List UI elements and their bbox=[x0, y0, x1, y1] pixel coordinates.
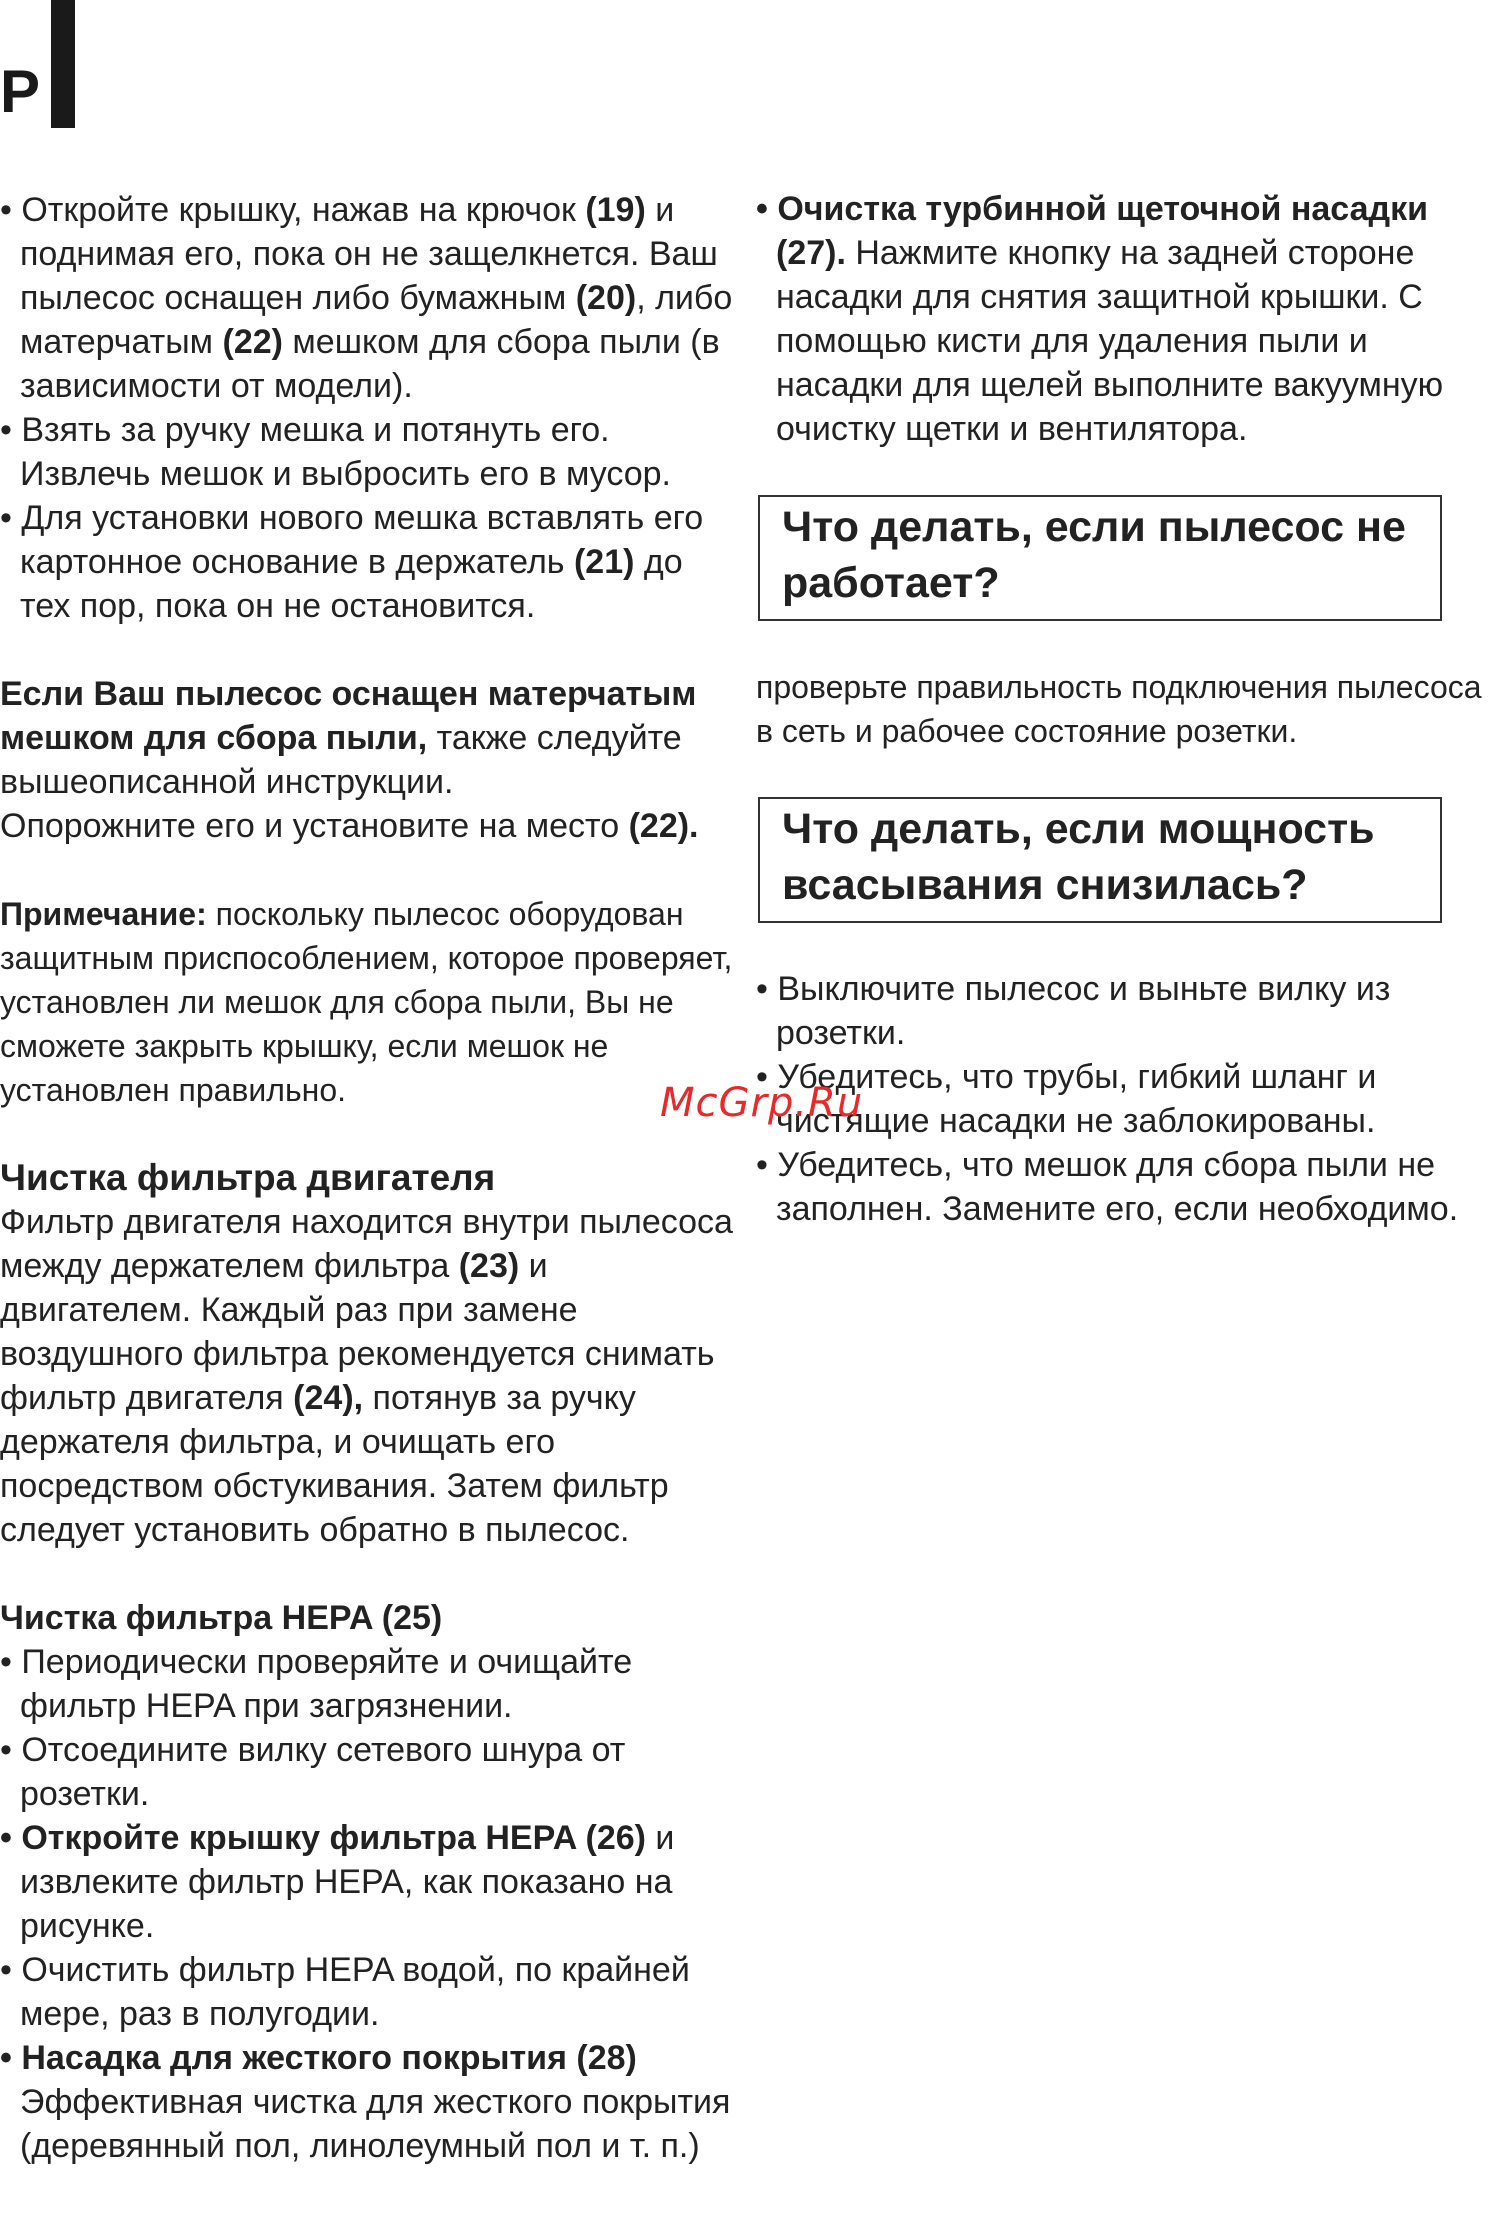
text: , либо матерчатым bbox=[20, 279, 733, 361]
bold-text: Если Ваш пылесос оснащен матерчатым мешком для сбора пыли, bbox=[0, 675, 697, 757]
text: до тех пор, пока он не остановится. bbox=[20, 543, 683, 625]
text: Фильтр двигателя находится внутри пылесоса между держателем фильтра bbox=[0, 1203, 733, 1285]
ref-number: (19) bbox=[585, 191, 646, 229]
text: и двигателем. Каждый раз при замене воздушного фильтра рекомендуется снимать фильтр двигателя bbox=[0, 1247, 715, 1417]
text: • Откройте крышку, нажав на крючок bbox=[0, 191, 586, 229]
instruction-install-bag bbox=[0, 496, 735, 628]
hepa-wash: • Очистить фильтр HEPA водой, по крайней мере, раз в полугодии. bbox=[0, 1951, 690, 2033]
text: Эффективная чистка для жесткого покрытия (деревянный пол, линолеумный пол и т. п.) bbox=[20, 2083, 731, 2165]
ref-number: (23) bbox=[458, 1247, 520, 1285]
page-marker-bar bbox=[51, 0, 75, 128]
hard-floor-nozzle bbox=[0, 2036, 735, 2168]
watermark: McGrp.Ru bbox=[660, 1080, 864, 1126]
ref-number: (22) bbox=[222, 323, 283, 361]
safety-note bbox=[0, 892, 735, 1112]
hepa-open-cover bbox=[0, 1816, 735, 1948]
bold-text: • Откройте крышку фильтра HEPA (26) bbox=[0, 1819, 646, 1857]
ref-number: (22). bbox=[628, 807, 699, 845]
note-label: Примечание: bbox=[0, 896, 207, 932]
text: • Для установки нового мешка вставлять его картонное основание в держатель bbox=[0, 499, 704, 581]
text: Нажмите кнопку на задней стороне насадки для снятия защитной крышки. С помощью кисти для удаления пыли и насадки для щелей выполните вакуумную очистку щетки и вентилятора. bbox=[776, 234, 1444, 448]
text: Опорожните его и установите на место bbox=[0, 807, 629, 845]
ref-number: (20) bbox=[575, 279, 637, 317]
text: и извлеките фильтр HEPA, как показано на рисунке. bbox=[20, 1819, 675, 1945]
section-heading-motor-filter: Чистка фильтра двигателя bbox=[0, 1157, 496, 1198]
ref-number: (21) bbox=[573, 543, 635, 581]
suction-step-unplug: • Выключите пылесос и выньте вилку из розетки. bbox=[756, 970, 1391, 1052]
ref-number: (24), bbox=[293, 1379, 364, 1417]
text: потянув за ручку держателя фильтра, и очищать его посредством обстукивания. Затем фильтр следует установить обратно в пылесос. bbox=[0, 1379, 669, 1549]
right-column bbox=[756, 187, 1501, 1231]
cloth-bag-note bbox=[0, 672, 735, 804]
instruction-open-lid bbox=[0, 188, 735, 408]
text: поскольку пылесос оборудован защитным приспособлением, которое проверяет, установлен ли мешок для сбора пыли, Вы не сможете закрыть крышку, если мешок не установлен правильно. bbox=[0, 896, 733, 1108]
turbo-brush-cleaning bbox=[756, 187, 1501, 451]
bold-text: • Очистка турбинной щеточной насадки (27). bbox=[756, 190, 1429, 272]
left-column bbox=[0, 188, 735, 2168]
hepa-unplug: • Отсоедините вилку сетевого шнура от розетки. bbox=[0, 1731, 626, 1813]
empty-bag-instruction bbox=[0, 804, 735, 848]
suction-step-check-tubes: • Убедитесь, что трубы, гибкий шланг и чистящие насадки не заблокированы. bbox=[756, 1058, 1377, 1140]
text: и поднимая его, пока он не защелкнется. Ваш пылесос оснащен либо бумажным bbox=[20, 191, 718, 317]
check-connection-text: проверьте правильность подключения пылесоса в сеть и рабочее состояние розетки. bbox=[756, 669, 1482, 749]
text: мешком для сбора пыли (в зависимости от модели). bbox=[20, 323, 720, 405]
page-language-marker: P bbox=[0, 58, 41, 125]
faq-box-suction-decreased: Что делать, если мощность всасывания снизилась? bbox=[758, 797, 1442, 923]
section-heading-hepa: Чистка фильтра HEPA (25) bbox=[0, 1599, 443, 1637]
faq-box-not-working: Что делать, если пылесос не работает? bbox=[758, 495, 1442, 621]
bold-text: • Насадка для жесткого покрытия (28) bbox=[0, 2039, 637, 2077]
instruction-remove-bag: • Взять за ручку мешка и потянуть его. Извлечь мешок и выбросить его в мусор. bbox=[0, 411, 671, 493]
hepa-check: • Периодически проверяйте и очищайте фильтр HEPA при загрязнении. bbox=[0, 1643, 633, 1725]
suction-step-check-bag: • Убедитесь, что мешок для сбора пыли не заполнен. Замените его, если необходимо. bbox=[756, 1146, 1459, 1228]
text: также следуйте вышеописанной инструкции. bbox=[0, 719, 682, 801]
motor-filter-text bbox=[0, 1200, 735, 1552]
